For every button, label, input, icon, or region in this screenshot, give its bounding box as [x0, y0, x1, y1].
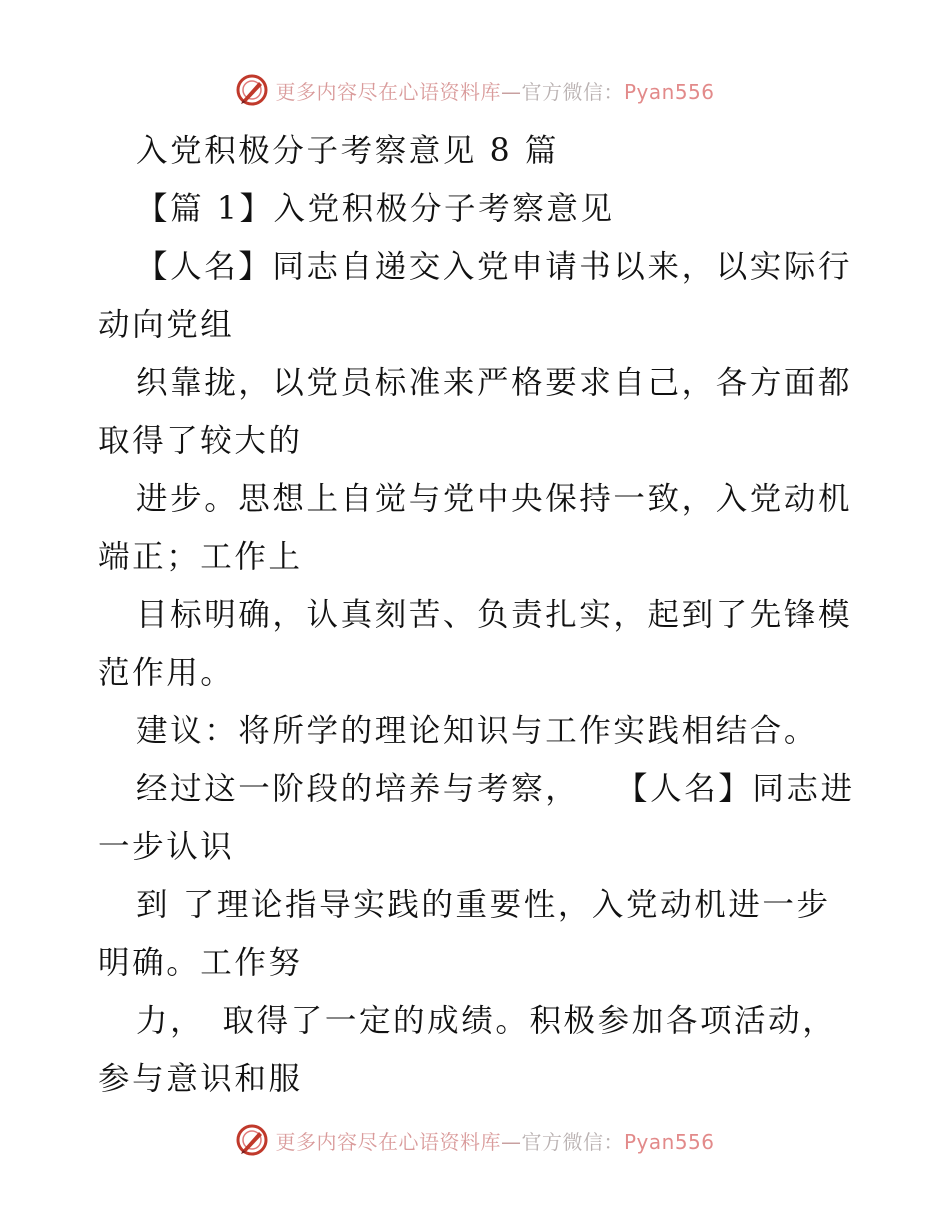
banner-separator: —	[500, 79, 522, 104]
header-banner	[0, 70, 950, 110]
banner-wechat-label: 官方微信：	[521, 79, 624, 104]
text-line: 取得了较大的	[98, 423, 303, 459]
footer-banner	[0, 1120, 950, 1160]
banner-text	[275, 1126, 714, 1155]
banner-wechat-label: 官方微信：	[521, 1129, 624, 1154]
text-line: 目标明确，认真刻苦、负责扎实，起到了先锋模	[136, 597, 853, 633]
banner-main-text: 更多内容尽在心语资料库	[275, 1129, 501, 1154]
text-line: 【篇 1】入党积极分子考察意见	[136, 191, 615, 227]
text-line: 【人名】同志自递交入党申请书以来，以实际行	[136, 249, 853, 285]
banner-text	[275, 76, 714, 105]
text-line: 动向党组	[98, 307, 235, 343]
banner-separator: —	[500, 1129, 522, 1154]
text-line: 到 了理论指导实践的重要性，入党动机进一步	[136, 887, 831, 923]
document-body	[98, 122, 858, 1108]
text-line: 经过这一阶段的培养与考察， 【人名】同志进	[136, 771, 855, 807]
text-line: 进步。思想上自觉与党中央保持一致，入党动机	[136, 481, 853, 517]
pen-circle-logo-icon	[235, 73, 269, 107]
text-line: 织靠拢，以党员标准来严格要求自己，各方面都	[136, 365, 853, 401]
banner-wechat-id: Pyan556	[623, 79, 715, 104]
text-line: 范作用。	[98, 655, 235, 691]
text-line: 建议：将所学的理论知识与工作实践相结合。	[136, 713, 819, 749]
pen-circle-logo-icon	[235, 1123, 269, 1157]
banner-main-text: 更多内容尽在心语资料库	[275, 79, 501, 104]
banner-wechat-id: Pyan556	[623, 1129, 715, 1154]
text-line: 入党积极分子考察意见 8 篇	[136, 133, 559, 169]
text-line: 一步认识	[98, 829, 235, 865]
text-line: 力， 取得了一定的成绩。积极参加各项活动，	[136, 1003, 837, 1039]
text-line: 参与意识和服	[98, 1061, 303, 1097]
text-line: 明确。工作努	[98, 945, 303, 981]
text-line: 端正；工作上	[98, 539, 303, 575]
